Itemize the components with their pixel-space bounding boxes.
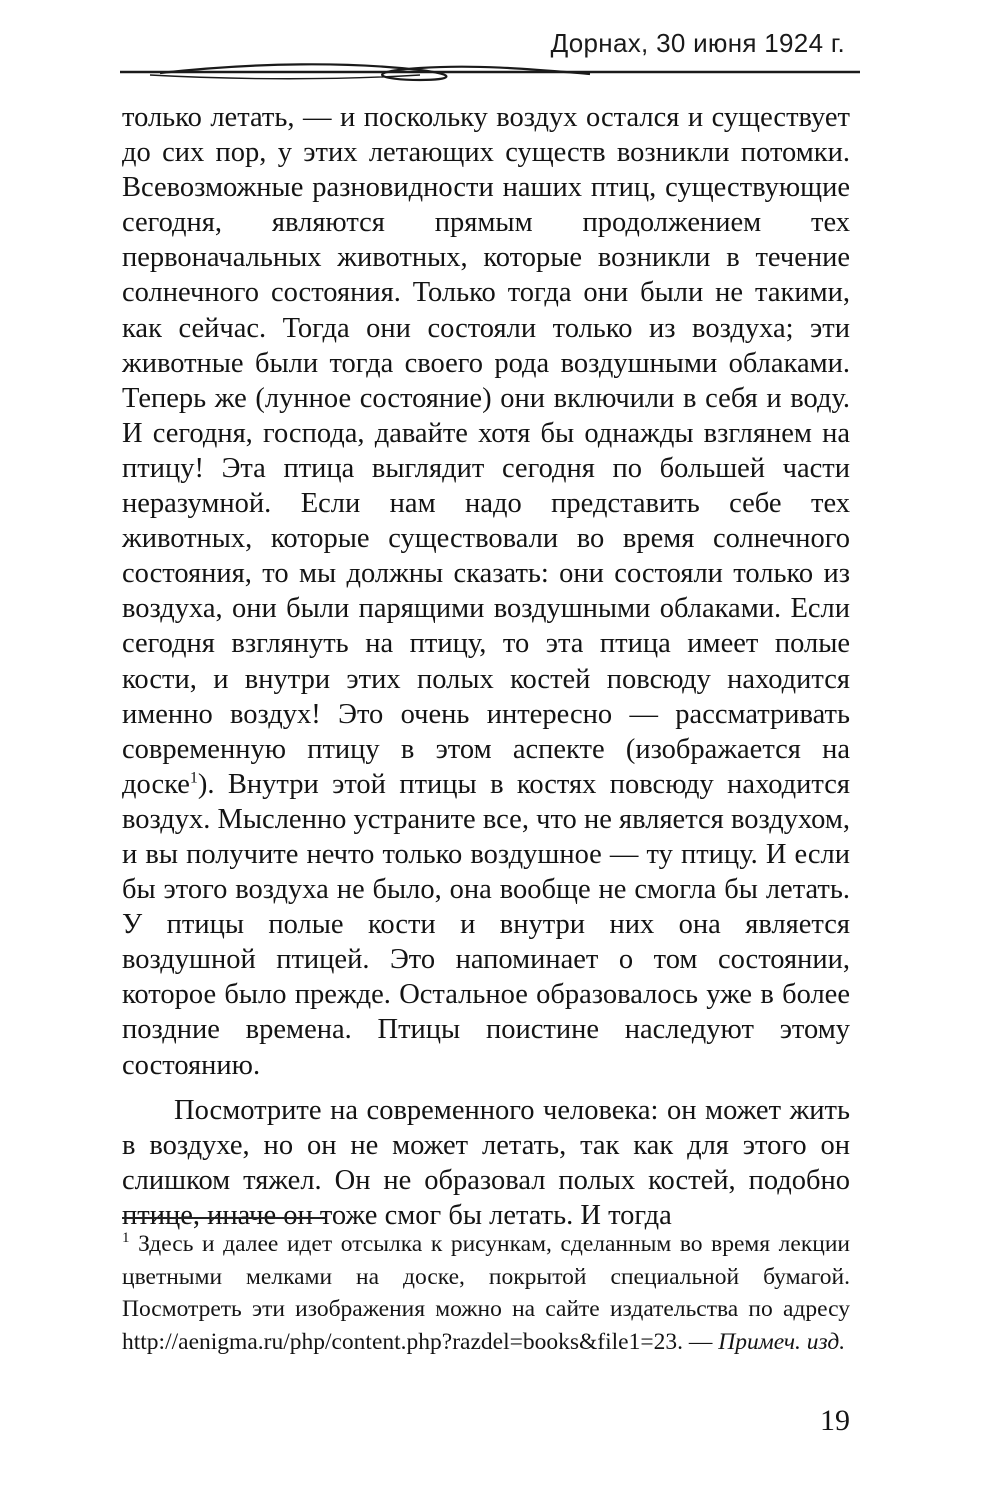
footnote-text: Здесь и далее идет отсылка к рисункам, сделанным во время лекции цветными мелками на доске, покрытой специальной бумагой. Посмотреть эти изображения можно на сайте издательства по адресу http://aenigma.ru/php/content.php?razdel=books&file1=23. — [122, 1231, 850, 1355]
page-number: 19 [820, 1404, 850, 1437]
running-header: Дорнах, 30 июня 1924 г. [550, 28, 845, 58]
paragraph-2: Посмотрите на современного человека: он может жить в воздухе, но он не может летать, так как для этого он слишком тяжел. Он не образовал полых костей, подобно птице, иначе он тоже смог бы летать. И тогда [122, 1094, 850, 1231]
footnote-marker: 1 [122, 1230, 130, 1247]
paragraph-1 [122, 100, 850, 1083]
main-text [122, 100, 850, 1233]
footnote [122, 1228, 850, 1358]
paragraph-1-text-a: только летать, — и поскольку воздух остался и существует до сих пор, у этих летающих существ возникли потомки. Всевозможные разновидности наших птиц, существующие сегодня, являются прямым продолжением тех первоначальных животных, которые возникли в течение солнечного состояния. Только тогда они были не такими, как сейчас. Тогда они состояли только из воздуха; эти животные были тогда своего рода воздушными облаками. Теперь же (лунное состояние) они включили в себя и воду. И сегодня, господа, давайте хотя бы однажды взглянем на птицу! Эта птица выглядит сегодня по большей части неразумной. Если нам надо представить себе тех животных, которые существовали во время солнечного состояния, то мы должны сказать: они состояли только из воздуха, они были парящими воздушными облаками. Если сегодня взглянуть на птицу, то эта птица имеет полые кости, и внутри этих полых костей повсюду находится именно воздух! Это очень интересно — рассматривать современную птицу в этом аспекте (изображается на доске [122, 102, 850, 800]
footnote-separator [122, 1217, 327, 1219]
paragraph-1-text-b: ). Внутри этой птицы в костях повсюду находится воздух. Мысленно устраните все, что не является воздухом, и вы получите нечто только воздушное — ту птицу. И если бы этого воздуха не было, она вообще не смогла бы летать. У птицы полые кости и внутри них она является воздушной птицей. Это напоминает о том состоянии, которое было прежде. Остальное образовалось уже в более поздние времена. Птицы поистине наследуют этому состоянию. [122, 768, 850, 1081]
footnote-reference: 1 [189, 769, 198, 787]
header-ornament-rule [120, 58, 860, 86]
footnote-editor-note: Примеч. изд. [718, 1328, 846, 1355]
